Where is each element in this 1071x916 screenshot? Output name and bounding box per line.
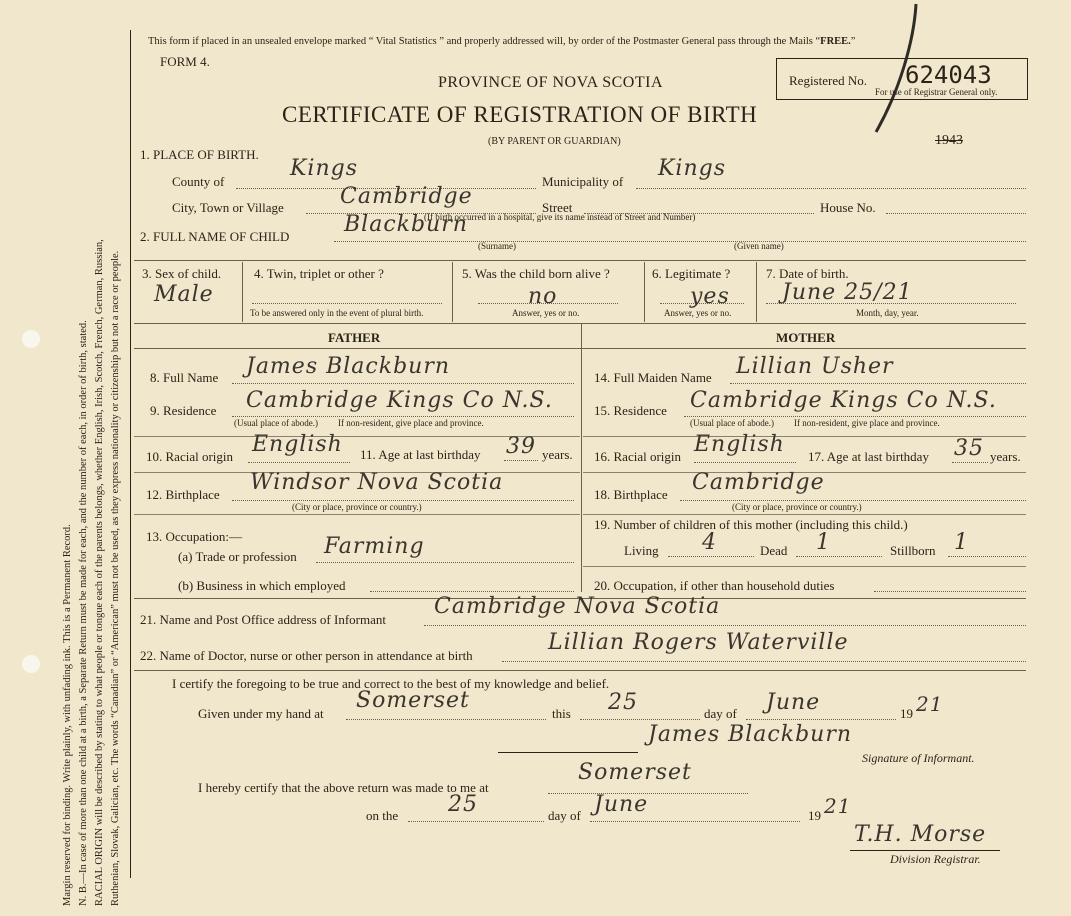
father-birthplace-note: (City or place, province or country.) (292, 502, 422, 512)
father-trade-value: Farming (324, 534, 425, 559)
parents-heading-rule (134, 348, 1026, 349)
return-label: I hereby certify that the above return was made to me at (198, 780, 489, 795)
year2-value: 21 (824, 794, 852, 818)
father-name-line (232, 383, 574, 384)
informant-label: 21. Name and Post Office address of Informant (140, 612, 386, 627)
mother-racial-origin-label: 16. Racial origin (594, 449, 682, 464)
registrar-note: For use of Registrar General only. (875, 87, 998, 97)
registered-label: Registered No. (789, 73, 867, 88)
father-racial-origin-line (248, 462, 350, 463)
mother-occupation-label: 20. Occupation, if other than household duties (594, 578, 835, 593)
year-value: 21 (916, 692, 944, 716)
day-value: 25 (608, 690, 638, 715)
sidebar-line-2: N. B.—In case of more than one child at a birth, a Separate Return must be made for each, and the number of each, in order of birth, stated. (78, 320, 89, 906)
sidebar-line-3: RACIAL ORIGIN will be described by stating to what people or tongue each of the parents belongs, whether English, Irish, Scotch, French, German, Russian, (94, 239, 105, 906)
children-count-label: 19. Number of children of this mother (including this child.) (594, 517, 908, 532)
father-business-label: (b) Business in which employed (178, 578, 346, 593)
month2-value: June (594, 792, 649, 817)
twin-label: 4. Twin, triplet or other ? (254, 266, 384, 281)
month-value: June (766, 690, 821, 715)
pen-stroke-mark (870, 0, 930, 140)
house-number-line (886, 213, 1026, 214)
mother-residence-label: 15. Residence (594, 403, 667, 418)
mother-age-label: 17. Age at last birthday (808, 449, 929, 464)
mother-age-value: 35 (954, 436, 984, 461)
legitimate-note: Answer, yes or no. (664, 308, 732, 318)
month-line (746, 719, 896, 720)
stillborn-value: 1 (954, 530, 969, 555)
living-value: 4 (702, 530, 717, 555)
day-line (580, 719, 700, 720)
mother-residence-value: Cambridge Kings Co N.S. (690, 388, 997, 413)
sidebar-line-1: Margin reserved for binding. Write plainly, with unfading ink. This is a Permanent Record. (62, 524, 73, 906)
father-racial-origin-label: 10. Racial origin (146, 449, 234, 464)
child-name-label: 2. FULL NAME OF CHILD (140, 229, 290, 244)
registrar-signature-line (850, 850, 1000, 851)
father-residence-label: 9. Residence (150, 403, 217, 418)
mother-occupation-line (874, 591, 1026, 592)
father-occupation-label: 13. Occupation:— (146, 529, 243, 544)
mother-birthplace-line (680, 500, 1026, 501)
child-name-line (334, 241, 1026, 242)
date-of-birth-note: Month, day, year. (856, 308, 919, 318)
informant-value: Cambridge Nova Scotia (434, 594, 721, 619)
twin-note: To be answered only in the event of plural birth. (250, 308, 424, 318)
doctor-label: 22. Name of Doctor, nurse or other person in attendance at birth (140, 648, 473, 663)
row-rule (583, 566, 1026, 567)
legitimate-label: 6. Legitimate ? (652, 266, 731, 281)
father-name-value: James Blackburn (246, 354, 451, 379)
place-of-birth-label: 1. PLACE OF BIRTH. (140, 147, 259, 162)
twin-line (252, 303, 442, 304)
father-age-label: 11. Age at last birthday (360, 447, 481, 462)
given-place-value: Somerset (356, 688, 470, 713)
doctor-value: Lillian Rogers Waterville (548, 630, 849, 655)
father-residence-note-2: If non-resident, give place and province. (338, 418, 484, 428)
living-line (668, 556, 754, 557)
date-of-birth-label: 7. Date of birth. (766, 266, 849, 281)
county-value: Kings (290, 156, 359, 181)
mother-residence-note-2: If non-resident, give place and province. (794, 418, 940, 428)
mother-heading: MOTHER (776, 330, 836, 345)
city-value: Cambridge (340, 184, 473, 209)
dead-label: Dead (760, 543, 788, 558)
day-of-label: day of (704, 706, 737, 721)
surname-note: (Surname) (478, 241, 516, 251)
father-business-line (370, 591, 574, 592)
father-age-value: 39 (506, 434, 536, 459)
certificate-subtitle: (BY PARENT OR GUARDIAN) (488, 136, 621, 147)
sidebar-line-4: Ruthenian, Slovak, Galician, etc. The words “Canadian” or “American” must not be used, as they express nationality or citizenship but not a race or people. (110, 250, 121, 906)
county-label: County of (172, 174, 225, 189)
father-age-years: years. (542, 447, 573, 462)
mother-racial-origin-value: English (694, 432, 785, 457)
grid-divider (242, 262, 243, 322)
mother-birthplace-note: (City or place, province or country.) (732, 502, 862, 512)
mother-residence-line (684, 416, 1026, 417)
sex-value: Male (154, 282, 214, 307)
informant-line (424, 625, 1026, 626)
grid-divider (452, 262, 453, 322)
registrar-label: Division Registrar. (890, 852, 981, 866)
grid-divider (644, 262, 645, 322)
hospital-note: (If birth occurred in a hospital, give its name instead of Street and Number) (424, 212, 696, 222)
mother-age-years: years. (990, 449, 1021, 464)
signature-label: Signature of Informant. (862, 751, 975, 765)
stillborn-line (948, 556, 1026, 557)
stillborn-label: Stillborn (890, 543, 936, 558)
mother-age-line (952, 462, 988, 463)
municipality-label: Municipality of (542, 174, 624, 189)
born-alive-note: Answer, yes or no. (512, 308, 580, 318)
binding-hole (22, 330, 40, 348)
father-racial-origin-value: English (252, 432, 343, 457)
father-age-line (504, 460, 538, 461)
father-trade-line (316, 562, 574, 563)
born-alive-label: 5. Was the child born alive ? (462, 266, 610, 281)
living-label: Living (624, 543, 659, 558)
return-place-value: Somerset (578, 760, 692, 785)
born-alive-value: no (528, 284, 558, 309)
this-label: this (552, 706, 571, 721)
mail-notice: This form if placed in an unsealed envelope marked “ Vital Statistics ” and properly addressed will, by order of the Postmaster General pass through the Mails “FREE.” (148, 36, 856, 47)
mother-racial-origin-line (694, 462, 796, 463)
day2-line (408, 821, 544, 822)
day2-value: 25 (448, 792, 478, 817)
form-number: FORM 4. (160, 54, 210, 69)
binding-hole (22, 655, 40, 673)
father-birthplace-line (232, 500, 574, 501)
doctor-line (502, 661, 1026, 662)
certify-statement: I certify the foregoing to be true and correct to the best of my knowledge and belief. (172, 676, 610, 691)
municipality-value: Kings (658, 156, 727, 181)
margin-rule (130, 30, 131, 878)
row-rule (134, 514, 580, 515)
given-place-line (346, 719, 546, 720)
mother-birthplace-label: 18. Birthplace (594, 487, 668, 502)
day-of2-label: day of (548, 808, 581, 823)
father-name-label: 8. Full Name (150, 370, 219, 385)
informant-signature-line (498, 752, 638, 753)
sex-label: 3. Sex of child. (142, 266, 222, 281)
grid-divider (756, 262, 757, 322)
given-label: Given under my hand at (198, 706, 324, 721)
father-birthplace-value: Windsor Nova Scotia (250, 470, 504, 495)
given-name-note: (Given name) (734, 241, 784, 251)
city-label: City, Town or Village (172, 200, 284, 215)
certificate-title: CERTIFICATE OF REGISTRATION OF BIRTH (282, 102, 758, 127)
grid-bottom-rule (134, 323, 1026, 324)
mother-residence-note: (Usual place of abode.) (690, 418, 774, 428)
father-birthplace-label: 12. Birthplace (146, 487, 220, 502)
informant-signature: James Blackburn (648, 722, 853, 747)
father-residence-value: Cambridge Kings Co N.S. (246, 388, 553, 413)
mother-name-label: 14. Full Maiden Name (594, 370, 712, 385)
father-residence-note: (Usual place of abode.) (234, 418, 318, 428)
legitimate-value: yes (690, 284, 730, 309)
grid-top-rule (134, 260, 1026, 261)
month2-line (590, 821, 800, 822)
dead-line (796, 556, 882, 557)
on-the-label: on the (366, 808, 399, 823)
parents-divider (581, 324, 582, 592)
father-heading: FATHER (328, 330, 381, 345)
father-trade-label: (a) Trade or profession (178, 549, 297, 564)
registered-number: 624043 (905, 61, 992, 89)
struck-year: 1943 (935, 133, 963, 148)
father-residence-line (232, 416, 574, 417)
mother-birthplace-value: Cambridge (692, 470, 825, 495)
street-label: Street (542, 200, 573, 215)
date-of-birth-value: June 25/21 (782, 280, 913, 305)
mother-name-value: Lillian Usher (736, 354, 894, 379)
house-number-label: House No. (820, 200, 876, 215)
year2-prefix: 19 (808, 808, 821, 823)
row-rule (583, 514, 1026, 515)
registrar-signature: T.H. Morse (854, 822, 987, 847)
informant-bottom-rule (134, 670, 1026, 671)
child-surname-value: Blackburn (344, 212, 468, 237)
municipality-line (636, 188, 1026, 189)
dead-value: 1 (816, 530, 831, 555)
year-prefix: 19 (900, 706, 913, 721)
province-heading: PROVINCE OF NOVA SCOTIA (438, 74, 664, 91)
mother-name-line (730, 383, 1026, 384)
